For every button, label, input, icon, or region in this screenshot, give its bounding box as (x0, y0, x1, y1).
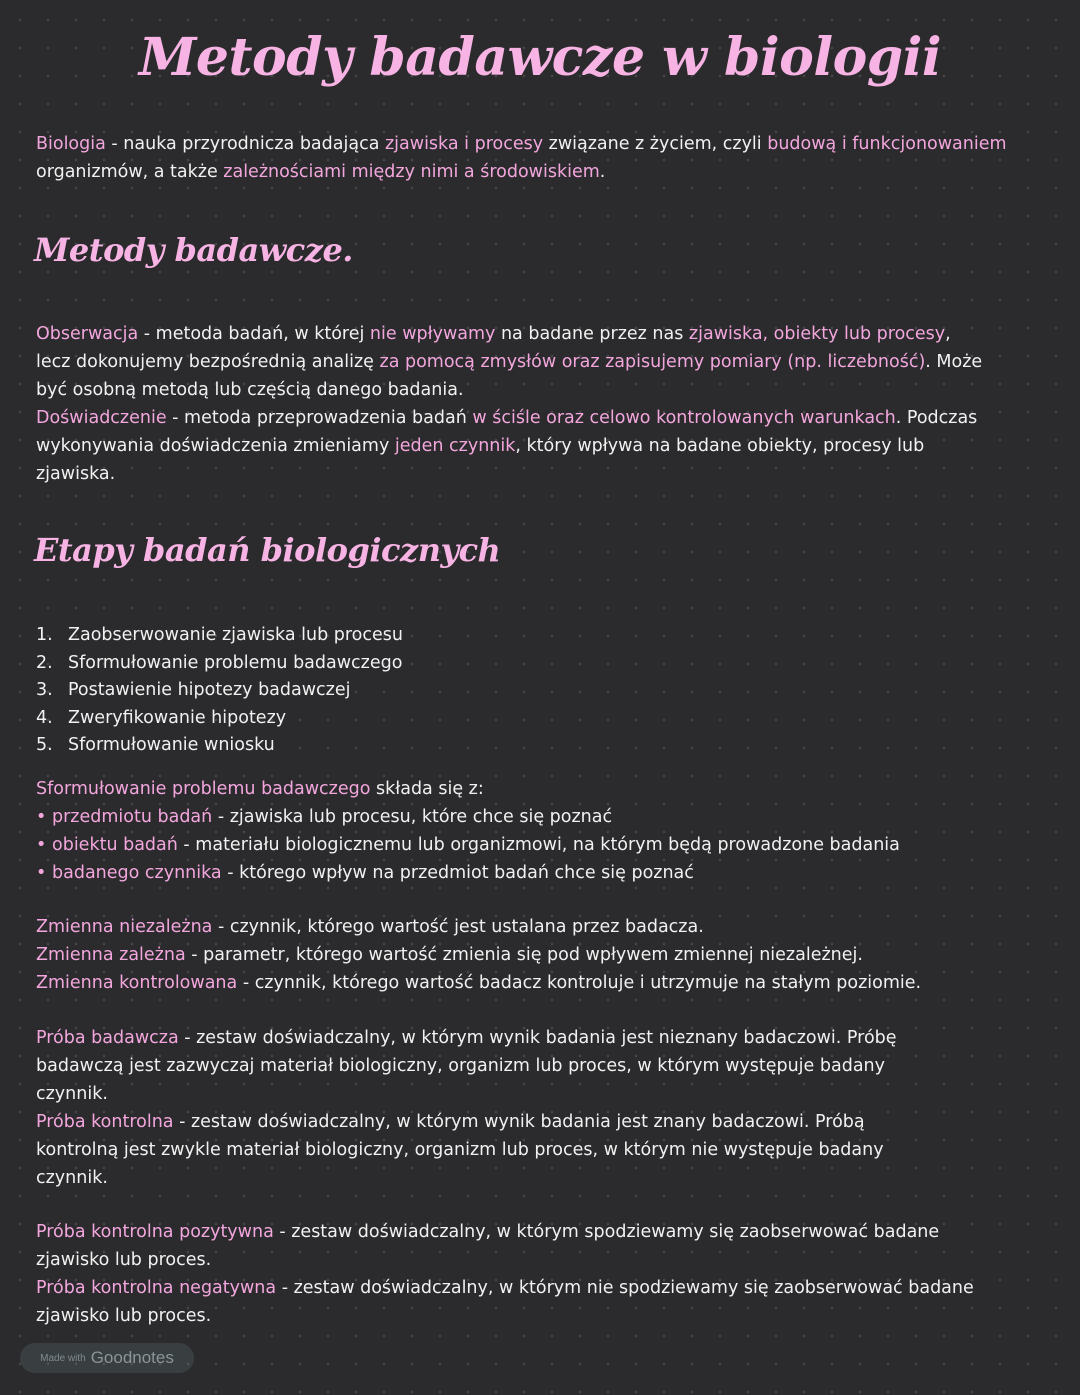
variable-definition: Zmienna kontrolowana - czynnik, którego wartość badacz kontroluje i utrzymuje na stałym poziomie. (36, 973, 922, 993)
list-item: 4. Zweryfikowanie hipotezy (36, 707, 287, 728)
list-item: 2. Sformułowanie problemu badawczego (36, 652, 403, 673)
stages-list (36, 622, 403, 760)
control-definition: Próba kontrolna negatywna - zestaw doświadczalny, w którym nie spodziewamy się zaobserwować badane zjawisko lub proces. (36, 1278, 974, 1326)
list-item: 3. Postawienie hipotezy badawczej (36, 680, 351, 700)
list-item: • obiektu badań - materiału biologicznemu lub organizmowi, na którym będą prowadzone badania (36, 831, 1046, 859)
samples-section (36, 1024, 936, 1192)
intro-paragraph: Biologia - nauka przyrodnicza badająca zjawiska i procesy związane z życiem, czyli budową i funkcjonowaniem organizmów, a także zależnościami między nimi a środowiskiem. (36, 134, 1007, 182)
made-with-label: Made with (40, 1352, 86, 1364)
term-problem: Sformułowanie problemu badawczego (36, 779, 371, 799)
list-item: 1. Zaobserwowanie zjawiska lub procesu (36, 625, 403, 645)
list-item: • przedmiotu badań - zjawiska lub procesu, które chce się poznać (36, 803, 1046, 831)
control-definition: Próba kontrolna pozytywna - zestaw doświadczalny, w którym spodziewamy się zaobserwować badane zjawisko lub proces. (36, 1222, 940, 1270)
goodnotes-logo: Goodnotes (90, 1348, 174, 1367)
variable-definition: Zmienna niezależna - czynnik, którego wartość jest ustalana przez badacza. (36, 917, 704, 937)
heading-stages: Etapy badań biologicznych (34, 531, 501, 569)
variables-section (36, 913, 1046, 997)
term-experiment: Doświadczenie (36, 408, 167, 428)
term-observation: Obserwacja (36, 324, 139, 344)
goodnotes-badge[interactable] (20, 1343, 194, 1373)
problem-section: Sformułowanie problemu badawczego składa się z: • przedmiotu badań - zjawiska lub procesu, które chce się poznać • obiektu badań - materiału biologicznemu lub organizmowi, na którym będą prowadzone badania • badanego czynnika - którego wpływ na przedmiot badań chce się poznać (36, 775, 1046, 887)
page-title: Metody badawcze w biologii (138, 27, 942, 88)
problem-bullets (36, 803, 1046, 887)
sample-definition: Próba badawcza - zestaw doświadczalny, w którym wynik badania jest nieznany badaczowi. Próbę badawczą jest zazwyczaj materiał biologiczny, organizm lub proces, w którym występuje badany czynnik. (36, 1028, 897, 1104)
observation-paragraph: Obserwacja - metoda badań, w której nie wpływamy na badane przez nas zjawiska, obiekty lub procesy, lecz dokonujemy bezpośrednią analizę za pomocą zmysłów oraz zapisujemy pomiary (np. liczebność). Może być osobną metodą lub częścią danego badania. Doświadczenie - metoda przeprowadzenia badań w ściśle oraz celowo kontrolowanych warunkach. Podczas wykonywania doświadczenia zmieniamy jeden czynnik, który wpływa na badane obiekty, procesy lub zjawiska. (36, 324, 983, 484)
heading-methods: Metody badawcze. (34, 231, 353, 269)
list-item: • badanego czynnika - którego wpływ na przedmiot badań chce się poznać (36, 859, 1046, 887)
variable-definition: Zmienna zależna - parametr, którego wartość zmienia się pod wpływem zmiennej niezależnej. (36, 945, 863, 965)
term-biologia: Biologia (36, 134, 106, 154)
list-item: 5. Sformułowanie wniosku (36, 735, 275, 755)
controls-section (36, 1218, 976, 1330)
sample-definition: Próba kontrolna - zestaw doświadczalny, w którym wynik badania jest znany badaczowi. Próbą kontrolną jest zwykle materiał biologiczny, organizm lub proces, w którym nie występuje badany czynnik. (36, 1112, 884, 1188)
